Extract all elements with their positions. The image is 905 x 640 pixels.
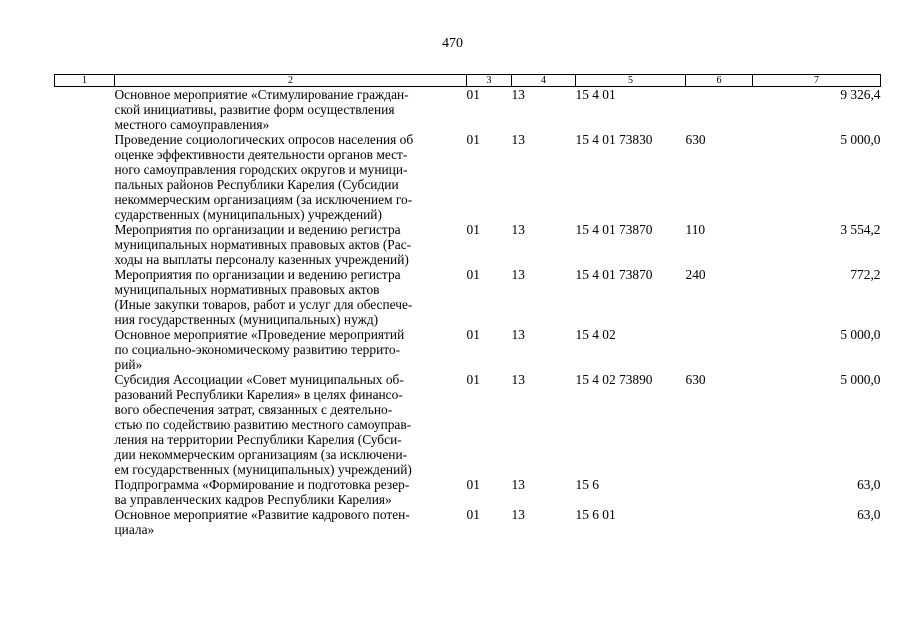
column-number-header [55,75,881,87]
target-article-code: 15 4 02 73890 [575,372,653,387]
description-line: Мероприятия по организации и ведению регистра [114,222,401,237]
description-line: циала» [114,522,155,537]
amount: 772,2 [850,267,881,282]
table-row [55,87,881,133]
column-header: 4 [512,75,576,87]
target-article-code: 15 6 [575,477,599,492]
section-code: 01 [466,372,480,387]
description-line: ния государственных (муниципальных) нужд) [114,312,379,327]
description-line: (Иные закупки товаров, работ и услуг для обеспече- [114,297,413,312]
row-description [115,477,467,507]
description-line: Мероприятия по организации и ведению регистра [114,267,401,282]
amount: 5 000,0 [840,132,881,147]
subsection-code: 13 [511,87,525,102]
expense-type-code [686,477,753,507]
target-article-code: 15 4 01 73870 [575,267,653,282]
subsection-code: 13 [511,132,525,147]
amount: 9 326,4 [840,87,881,102]
description-line: рий» [114,357,143,372]
row-description [115,87,467,133]
row-number-cell [55,507,115,537]
description-line: вого обеспечения затрат, связанных с деятельно- [114,402,393,417]
description-line: ного самоуправления городских округов и муници- [114,162,408,177]
description-line: ем государственных (муниципальных) учреждений) [114,462,412,477]
description-line: ской инициативы, развитие форм осуществления [114,102,395,117]
target-article-code: 15 4 01 73830 [575,132,653,147]
amount: 3 554,2 [840,222,881,237]
section-code: 01 [466,132,480,147]
description-line: дии некоммерческим организациям (за исключени- [114,447,408,462]
table-row [55,477,881,507]
description-line: местного самоуправления» [114,117,270,132]
amount: 63,0 [857,507,881,522]
description-line: некоммерческим организациям (за исключением го- [114,192,413,207]
column-header: 2 [115,75,467,87]
description-line: Подпрограмма «Формирование и подготовка резер- [114,477,410,492]
description-line: Проведение социологических опросов населения об [114,132,414,147]
expense-type-code: 630 [685,132,706,147]
section-code: 01 [466,267,480,282]
row-number-cell [55,477,115,507]
subsection-code: 13 [511,507,525,522]
expense-type-code [686,507,753,537]
row-description [115,327,467,372]
target-article-code: 15 4 01 [575,87,616,102]
table-row [55,267,881,327]
description-line: по социально-экономическому развитию террито- [114,342,401,357]
description-line: стью по содействию развитию местного самоуправ- [114,417,412,432]
target-article-code: 15 6 01 [575,507,616,522]
row-number-cell [55,87,115,133]
expense-type-code: 630 [685,372,706,387]
subsection-code: 13 [511,327,525,342]
subsection-code: 13 [511,372,525,387]
table-row [55,372,881,477]
table-row [55,132,881,222]
row-description [115,507,467,537]
table-row [55,507,881,537]
description-line: ходы на выплаты персоналу казенных учреждений) [114,252,409,267]
target-article-code: 15 4 01 73870 [575,222,653,237]
expense-type-code [686,327,753,372]
budget-table [54,74,881,537]
column-header: 3 [467,75,512,87]
description-line: муниципальных нормативных правовых актов [114,282,380,297]
expense-type-code: 240 [685,267,706,282]
description-line: Основное мероприятие «Стимулирование граждан- [114,87,409,102]
description-line: муниципальных нормативных правовых актов (Рас- [114,237,412,252]
section-code: 01 [466,507,480,522]
description-line: разований Республики Карелия» в целях финансо- [114,387,403,402]
description-line: сударственных (муниципальных) учреждений) [114,207,382,222]
expense-type-code [686,87,753,133]
section-code: 01 [466,477,480,492]
amount: 63,0 [857,477,881,492]
row-number-cell [55,132,115,222]
row-number-cell [55,222,115,267]
row-description [115,222,467,267]
row-description [115,132,467,222]
section-code: 01 [466,327,480,342]
expense-type-code: 110 [685,222,706,237]
description-line: ления на территории Республики Карелия (Субси- [114,432,402,447]
description-line: Основное мероприятие «Проведение мероприятий [114,327,405,342]
subsection-code: 13 [511,267,525,282]
row-description [115,372,467,477]
amount: 5 000,0 [840,327,881,342]
row-description [115,267,467,327]
amount: 5 000,0 [840,372,881,387]
description-line: оценке эффективности деятельности органов мест- [114,147,408,162]
column-header: 5 [576,75,686,87]
column-header: 6 [686,75,753,87]
row-number-cell [55,267,115,327]
section-code: 01 [466,222,480,237]
page-number: 470 [442,36,463,51]
column-header: 1 [55,75,115,87]
subsection-code: 13 [511,477,525,492]
description-line: ва управленческих кадров Республики Карелия» [114,492,392,507]
target-article-code: 15 4 02 [575,327,616,342]
description-line: Основное мероприятие «Развитие кадрового потен- [114,507,410,522]
table-row [55,222,881,267]
description-line: Субсидия Ассоциации «Совет муниципальных об- [114,372,404,387]
row-number-cell [55,327,115,372]
row-number-cell [55,372,115,477]
column-header: 7 [753,75,881,87]
table-row [55,327,881,372]
section-code: 01 [466,87,480,102]
subsection-code: 13 [511,222,525,237]
description-line: пальных районов Республики Карелия (Субсидии [114,177,399,192]
